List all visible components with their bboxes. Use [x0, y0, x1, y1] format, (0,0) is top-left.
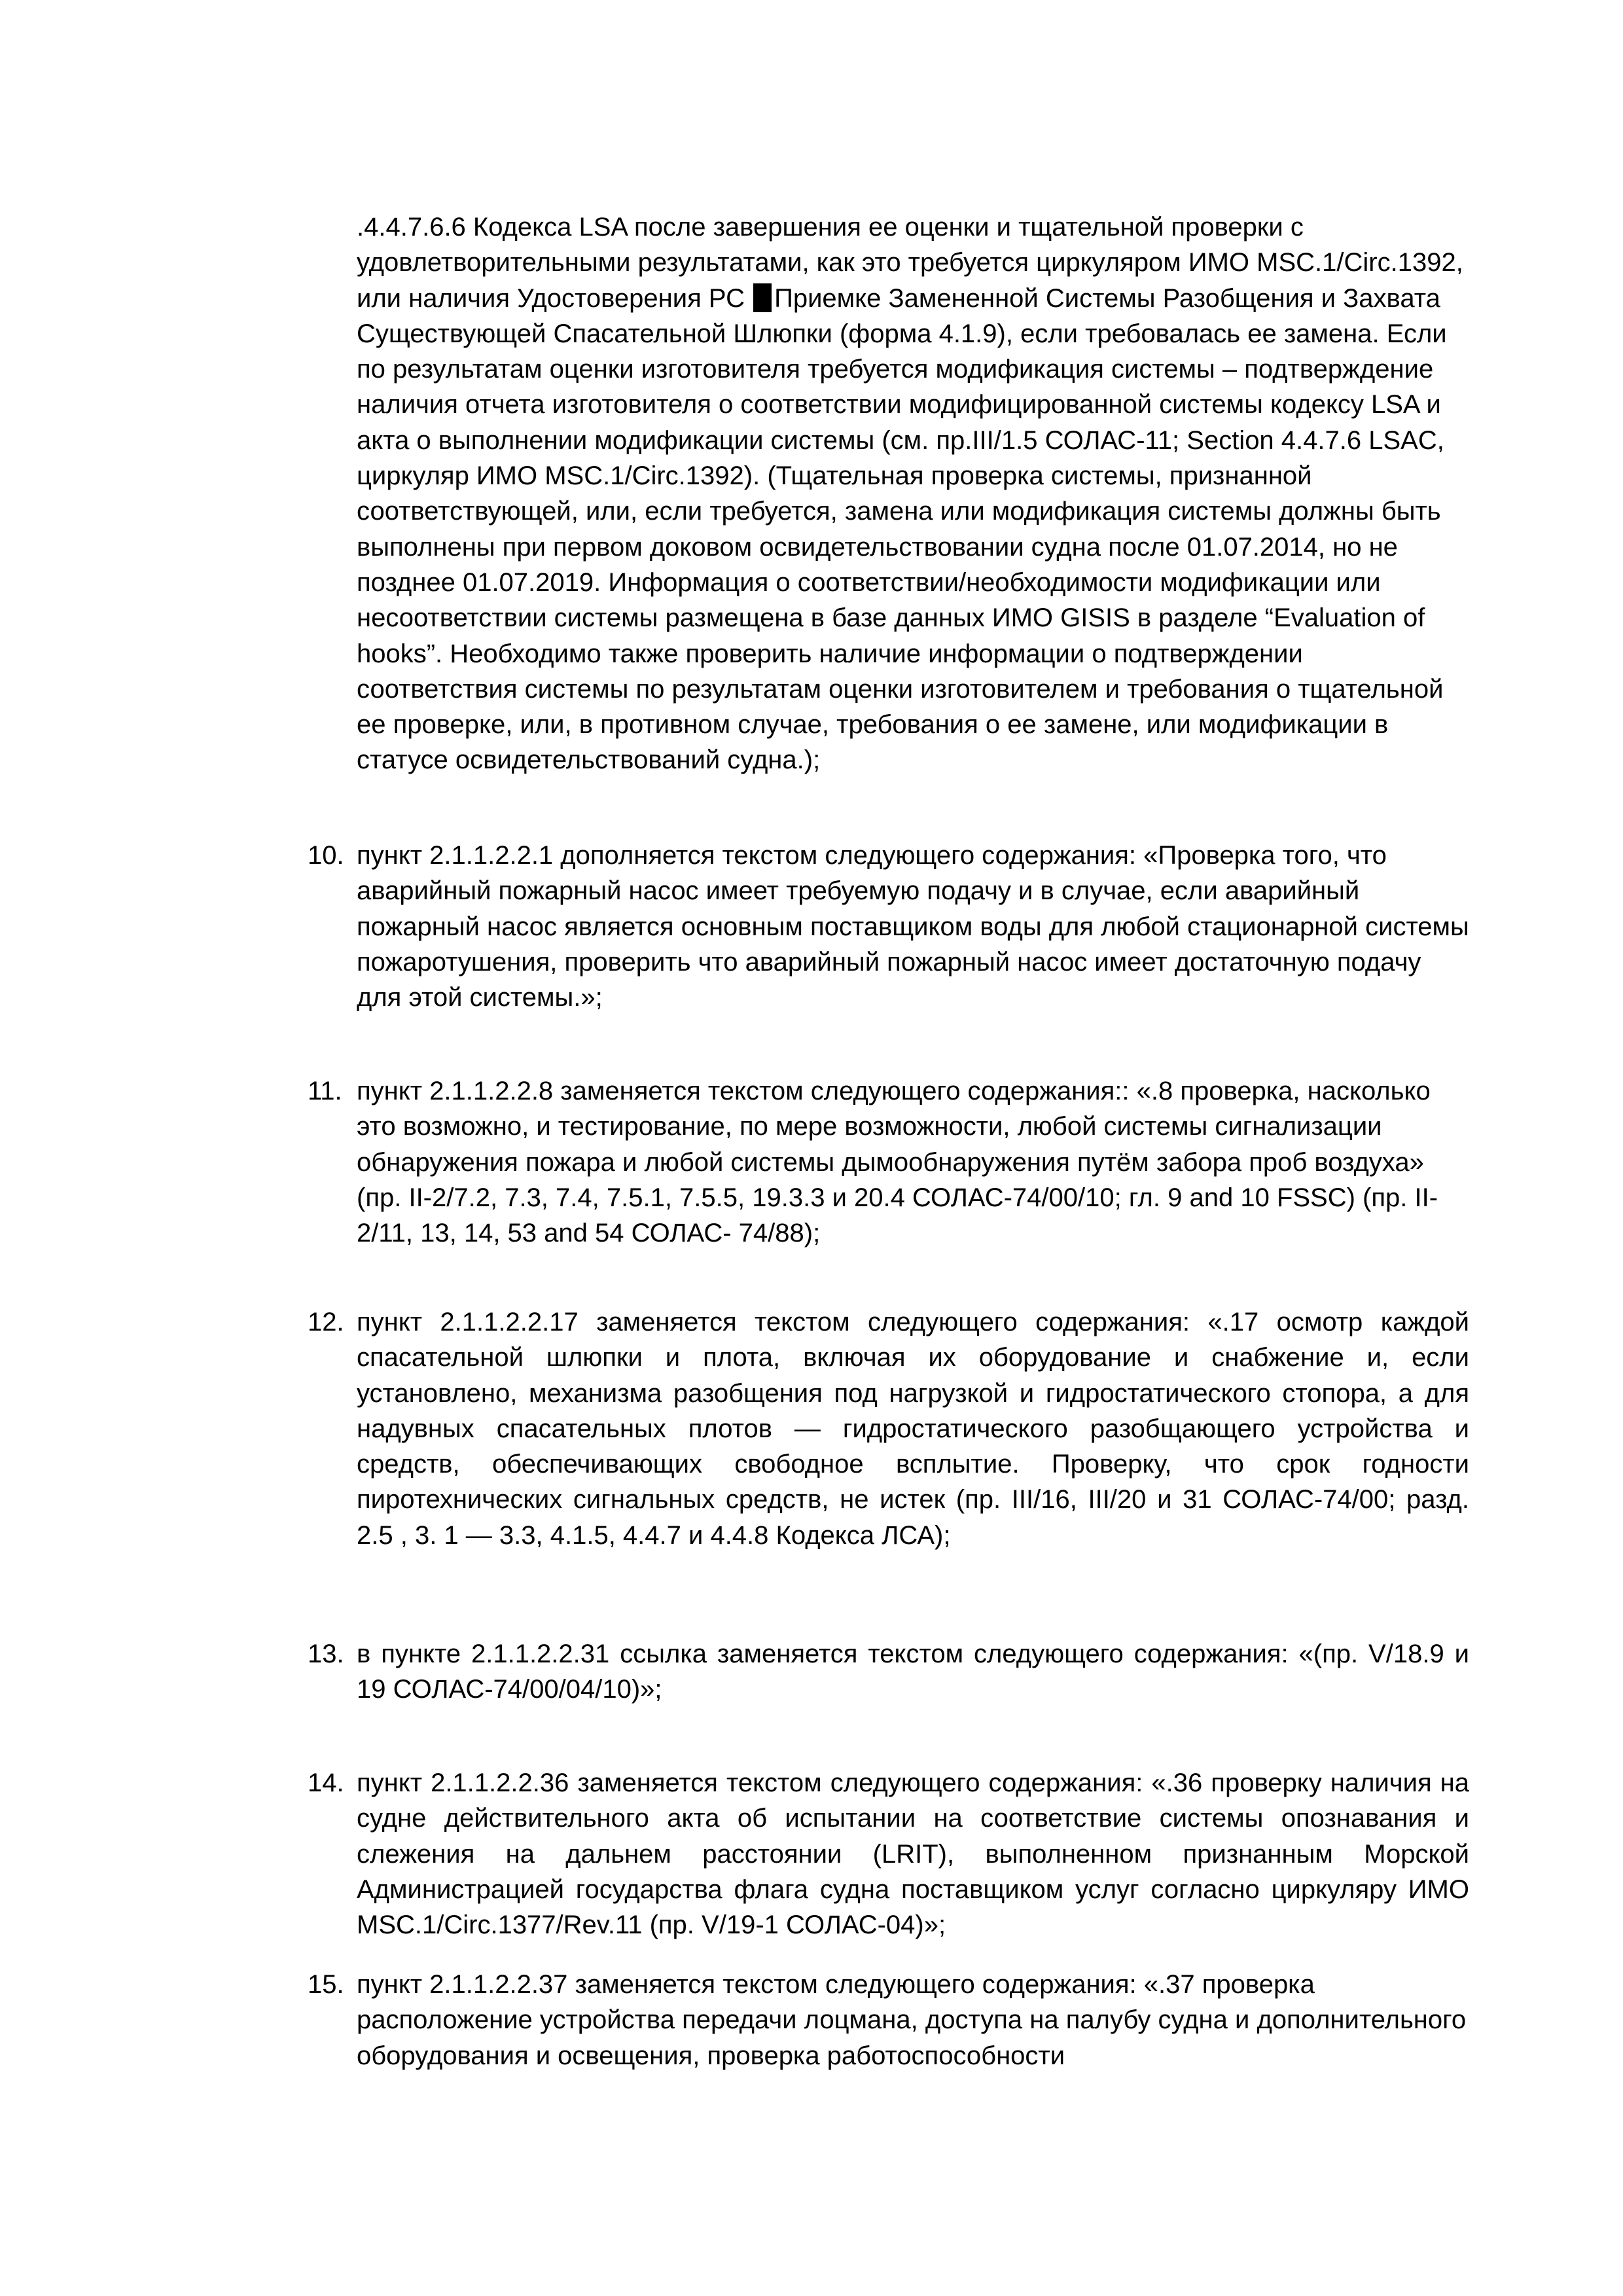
list-item-text: пункт 2.1.1.2.2.37 заменяется текстом следующего содержания: «.37 проверка расположение устройства передачи лоцмана, доступа на палубу судна и дополнительного оборудования и освещения, проверка работоспособности: [357, 1970, 1467, 2070]
intro-text-part1: .4.4.7.6.6 Кодекса LSA после завершения ее оценки и тщательной проверки с удовлетворительными результатами, как это требуется циркуляром ИМО MSC.1/Circ.1392, или наличия Удостоверения РС: [357, 213, 1463, 313]
list-item-text: пункт 2.1.1.2.2.1 дополняется текстом следующего содержания: «Проверка того, что аварийный пожарный насос имеет требуемую подачу и в случае, если аварийный пожарный насос является основным поставщиком воды для любой стационарной системы пожаротушения, проверить что аварийный пожарный насос имеет достаточную подачу для этой системы.»;: [357, 841, 1469, 1013]
list-item-number: 15.: [308, 1970, 344, 1999]
list-item-number: 14.: [308, 1768, 344, 1797]
list-item-number: 13.: [308, 1640, 344, 1668]
list-item-number: 10.: [308, 841, 344, 870]
list-item-10: [308, 838, 1469, 1015]
intro-text-part2: Приемке Замененной Системы Разобщения и Захвата Существующей Спасательной Шлюпки (форма 4.1.9), если требовалась ее замена. Если по результатам оценки изготовителя требуется модификация системы – подтверждение наличия отчета изготовителя о соответствии модифицированной системы кодексу LSA и акта о выполнении модификации системы (см. пр.III/1.5 СОЛАС-11; Section 4.4.7.6 LSAC, циркуляр ИМО MSC.1/Circ.1392). (Тщательная проверка системы, признанной соответствующей, или, если требуется, замена или модификация системы должны быть выполнены при первом доковом освидетельствовании судна после 01.07.2014, но не позднее 01.07.2019. Информация о соответствии/необходимости модификации или несоответствии системы размещена в базе данных ИМО GISIS в разделе “Evaluation of hooks”. Необходимо также проверить наличие информации о подтверждении соответствия системы по результатам оценки изготовителем и требования о тщательной ее проверке, или, в противном случае, требования о ее замене, или модификации в статусе освидетельствований судна.);: [357, 283, 1447, 775]
intro-paragraph: [357, 209, 1469, 778]
list-item-number: 11.: [308, 1077, 342, 1105]
list-item-text: в пункте 2.1.1.2.2.31 ссылка заменяется текстом следующего содержания: «(пр. V/18.9 и 19 СОЛАС-74/00/04/10)»;: [357, 1640, 1469, 1704]
list-item-number: 12.: [308, 1308, 344, 1336]
list-item-13: [308, 1636, 1469, 1708]
list-item-text: пункт 2.1.1.2.2.36 заменяется текстом следующего содержания: «.36 проверку наличия на судне действительного акта об испытании на соответствие системы опознавания и слежения на дальнем расстоянии (LRIT), выполненном признанным Морской Администрацией государства флага судна поставщиком услуг согласно циркуляру ИМО MSC.1/Circ.1377/Rev.11 (пр. V/19-1 СОЛАС-04)»;: [357, 1768, 1469, 1940]
list-item-15: [308, 1967, 1469, 2073]
redaction-mark: [753, 283, 772, 312]
list-item-text: пункт 2.1.1.2.2.8 заменяется текстом следующего содержания:: «.8 проверка, насколько это возможно, и тестирование, по мере возможности, любой системы сигнализации обнаружения пожара и любой системы дымообнаружения путём забора проб воздуха» (пр. II-2/7.2, 7.3, 7.4, 7.5.1, 7.5.5, 19.3.3 и 20.4 СОЛАС-74/00/10; гл. 9 and 10 FSSC) (пр. II-2/11, 13, 14, 53 and 54 СОЛАС- 74/88);: [357, 1077, 1438, 1248]
list-item-11: [308, 1073, 1469, 1251]
list-item-text: пункт 2.1.1.2.2.17 заменяется текстом следующего содержания: «.17 осмотр каждой спасательной шлюпки и плота, включая их оборудование и снабжение и, если установлено, механизма разобщения под нагрузкой и гидростатического стопора, а для надувных спасательных плотов — гидростатического разобщающего устройства и средств, обеспечивающих свободное всплытие. Проверку, что срок годности пиротехнических сигнальных средств, не истек (пр. III/16, III/20 и 31 СОЛАС-74/00; разд. 2.5 , 3. 1 — 3.3, 4.1.5, 4.4.7 и 4.4.8 Кодекса ЛСА);: [357, 1308, 1469, 1550]
list-item-14: [308, 1765, 1469, 1943]
list-item-12: [308, 1304, 1469, 1553]
